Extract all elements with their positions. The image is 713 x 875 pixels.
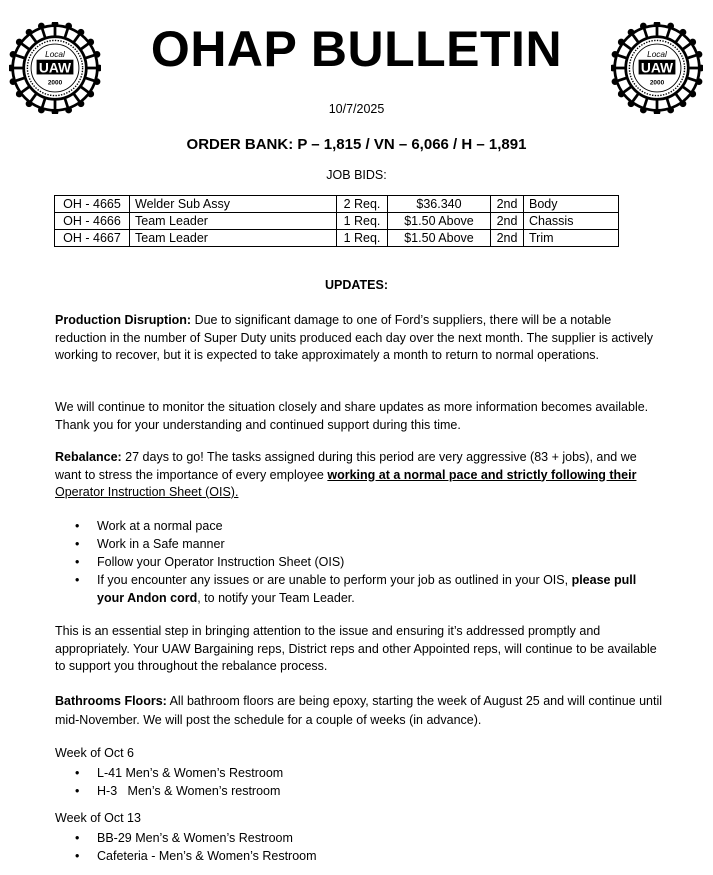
production-disruption-text: Due to significant damage to one of Ford’s suppliers, there will be a notable reduction in the number of Super Duty units produced each day over the next month. The supplier is actively working to recover, but it is expected to take approximately a month to return to normal operations. — [55, 313, 654, 362]
pay-rate-cell: $36.340 — [388, 196, 491, 213]
production-disruption-label: Production Disruption: — [55, 313, 192, 327]
bulletin-title: OHAP BULLETIN — [150, 21, 563, 77]
shift-cell: 2nd — [491, 196, 524, 213]
week-label: Week of Oct 13 — [55, 811, 141, 825]
rebalance-paragraph — [55, 449, 665, 502]
week-restroom-list — [55, 829, 665, 865]
requirement-cell: 2 Req. — [337, 196, 388, 213]
bathrooms-label: Bathrooms Floors: — [55, 694, 167, 708]
andon-text: If you encounter any issues or are unable to perform your job as outlined in your OIS, — [97, 573, 572, 587]
essential-paragraph: This is an essential step in bringing attention to the issue and ensuring it’s addressed promptly and appropriately. Your UAW Bargaining reps, District reps and other Appointed reps, will continue to be available to support you throughout the rebalance process. — [55, 624, 657, 673]
list-item: • BB-29 Men’s & Women’s Restroom — [55, 829, 665, 847]
rebalance-emphasis-ois: Operator Instruction Sheet (OIS). — [55, 485, 239, 499]
table-row — [55, 213, 619, 230]
job-title-cell: Team Leader — [130, 213, 337, 230]
job-bids-heading: JOB BIDS: — [326, 168, 387, 182]
logo-local-text: Local — [45, 49, 65, 59]
job-bids-table — [54, 195, 619, 247]
department-cell: Trim — [524, 230, 619, 247]
requirement-cell: 1 Req. — [337, 230, 388, 247]
production-disruption-paragraph — [55, 312, 665, 365]
monitor-paragraph: We will continue to monitor the situation closely and share updates as more information becomes available. Thank you for your understanding and continued support during this time. — [55, 400, 649, 432]
updates-heading: UPDATES: — [325, 278, 388, 292]
week-label: Week of Oct 6 — [55, 746, 134, 760]
department-cell: Chassis — [524, 213, 619, 230]
list-item — [55, 571, 665, 607]
requirement-cell: 1 Req. — [337, 213, 388, 230]
table-row — [55, 196, 619, 213]
table-row — [55, 230, 619, 247]
rebalance-bullet-list — [55, 517, 665, 607]
rebalance-emphasis: working at a normal pace and strictly following their — [327, 467, 637, 482]
bid-number-cell: OH - 4665 — [55, 196, 130, 213]
pay-rate-cell: $1.50 Above — [388, 230, 491, 247]
pay-rate-cell: $1.50 Above — [388, 213, 491, 230]
shift-cell: 2nd — [491, 230, 524, 247]
list-item: • H-3 Men’s & Women’s restroom — [55, 782, 665, 800]
logo-uaw-text: UAW — [38, 60, 72, 76]
andon-bold: please pull your Andon cord — [97, 573, 637, 605]
rebalance-label: Rebalance: — [55, 450, 122, 464]
logo-number-text: 2000 — [47, 79, 63, 87]
list-item: • Work at a normal pace — [55, 517, 665, 535]
week-restroom-list — [55, 764, 665, 800]
bid-number-cell: OH - 4666 — [55, 213, 130, 230]
andon-tail: , to notify your Team Leader. — [197, 591, 355, 605]
list-item: • Work in a Safe manner — [55, 535, 665, 553]
list-item: • Follow your Operator Instruction Sheet (OIS) — [55, 553, 665, 571]
logo-uaw-text: UAW — [640, 60, 674, 76]
department-cell: Body — [524, 196, 619, 213]
logo-local-text: Local — [647, 49, 667, 59]
bulletin-date: 10/7/2025 — [328, 102, 385, 116]
list-item: • Cafeteria - Men’s & Women’s Restroom — [55, 847, 665, 865]
order-bank: ORDER BANK: P – 1,815 / VN – 6,066 / H – 1,891 — [186, 136, 527, 153]
logo-number-text: 2000 — [649, 79, 665, 87]
bid-number-cell: OH - 4667 — [55, 230, 130, 247]
rebalance-text: 27 days to go! The tasks assigned during this period are very aggressive (83 + jobs), and we want to stress the importance of every employee — [55, 450, 637, 482]
bathrooms-text: All bathroom floors are being epoxy, starting the week of August 25 and will continue until mid-November. We will post the schedule for a couple of weeks (in advance). — [55, 694, 663, 727]
bathrooms-paragraph — [55, 692, 665, 730]
job-title-cell: Team Leader — [130, 230, 337, 247]
shift-cell: 2nd — [491, 213, 524, 230]
list-item: • L-41 Men’s & Women’s Restroom — [55, 764, 665, 782]
job-title-cell: Welder Sub Assy — [130, 196, 337, 213]
